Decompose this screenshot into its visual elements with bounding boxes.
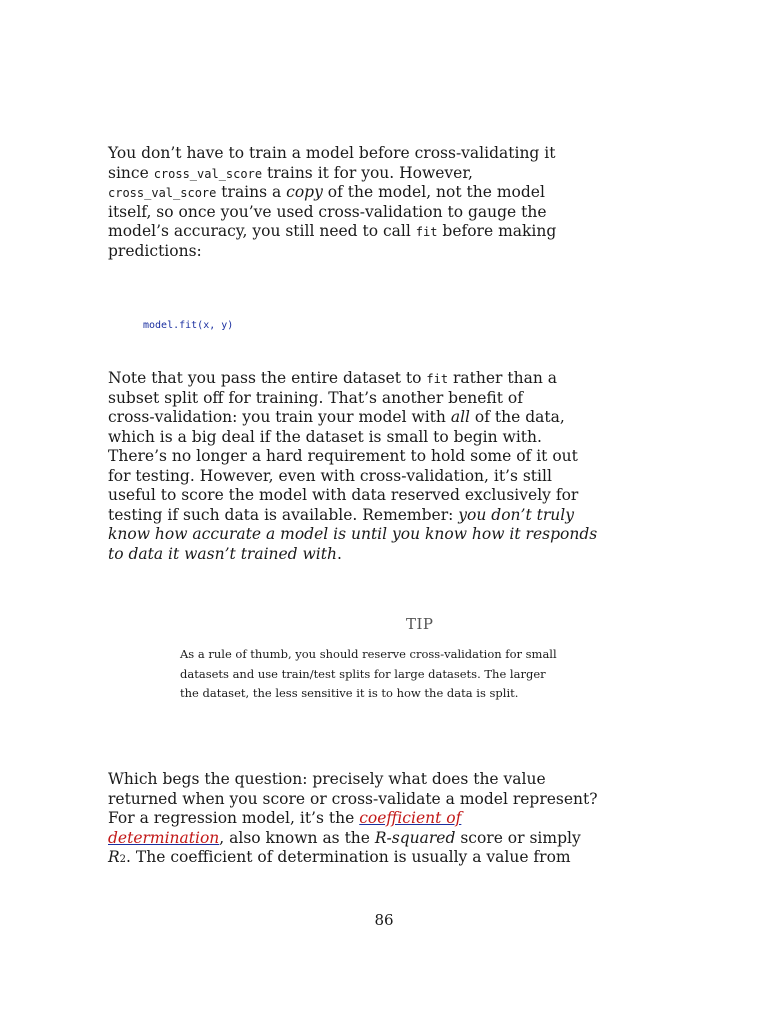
inline-code-cross-val-score: cross_val_score — [108, 186, 217, 200]
text-line: predictions: — [108, 241, 202, 260]
text-line — [108, 222, 668, 242]
text-line: You don’t have to train a model before cross-validating it — [108, 144, 556, 162]
inline-code-fit: fit — [426, 372, 449, 386]
tip-line: As a rule of thumb, you should reserve cross-validation for small — [180, 647, 557, 661]
code-block: model.fit(x, y) — [143, 320, 234, 331]
coefficient-of-determination-link[interactable]: coefficient of — [359, 809, 462, 827]
text-line: itself, so once you’ve used cross-validation to gauge the — [108, 202, 547, 221]
inline-code-cross-val-score: cross_val_score — [153, 166, 263, 181]
text-line — [108, 183, 668, 203]
text-line: There’s no longer a hard requirement to hold some of it out — [108, 447, 578, 465]
text-run: For a regression model, it’s the — [108, 809, 360, 827]
paragraph-entire-dataset — [108, 369, 668, 564]
text-run: Note that you pass the entire dataset to — [108, 369, 427, 387]
paragraph-cross-validation-intro — [108, 144, 668, 261]
text-line: subset split off for training. That’s another benefit of — [108, 388, 523, 407]
text-run: model’s accuracy, you still need to call — [108, 222, 416, 240]
text-line: returned when you score or cross-validate a model represent? — [108, 789, 598, 808]
emphasis-quote: you don’t truly — [458, 505, 574, 524]
text-line — [108, 545, 668, 565]
inline-code-fit: fit — [415, 225, 438, 239]
paragraph-coefficient-of-determination — [108, 770, 668, 868]
text-line — [108, 848, 668, 868]
text-line — [108, 369, 668, 389]
text-run: rather than a — [448, 369, 557, 387]
emphasis-quote: know how accurate a model is until you know how it responds — [108, 525, 598, 543]
text-run: , also known as the — [219, 828, 375, 847]
tip-line: the dataset, the less sensitive it is to how the data is split. — [180, 686, 519, 701]
text-run: of the data, — [469, 408, 565, 426]
text-run: of the model, not the model — [322, 183, 545, 201]
text-run: . The coefficient of determination is usually a value from — [126, 848, 571, 866]
page-number: 86 — [374, 911, 394, 929]
superscript-2: 2 — [119, 854, 127, 865]
text-run: trains a — [216, 183, 287, 201]
text-run: score or simply — [455, 828, 581, 847]
emphasis-r-squared: R-squared — [374, 828, 456, 847]
emphasis-r: R — [108, 848, 120, 866]
text-line — [108, 809, 668, 829]
text-line: for testing. However, even with cross-validation, it’s still — [108, 466, 552, 485]
coefficient-of-determination-link[interactable]: determination — [108, 828, 220, 847]
text-line: which is a big deal if the dataset is small to begin with. — [108, 427, 542, 446]
emphasis-quote: to data it wasn’t trained with — [108, 544, 337, 563]
text-run: before making — [437, 222, 557, 240]
tip-body — [180, 645, 660, 704]
text-line — [108, 506, 668, 526]
text-line — [108, 164, 668, 184]
text-line: Which begs the question: precisely what does the value — [108, 770, 546, 788]
emphasis-copy: copy — [286, 183, 323, 201]
tip-heading: TIP — [406, 615, 434, 633]
text-line: useful to score the model with data reserved exclusively for — [108, 486, 579, 504]
emphasis-all: all — [450, 408, 470, 426]
text-line — [108, 829, 668, 849]
tip-line: datasets and use train/test splits for large datasets. The larger — [180, 666, 546, 681]
text-run: since — [108, 163, 154, 182]
text-run: . — [336, 544, 342, 563]
text-run: testing if such data is available. Remember: — [108, 505, 459, 524]
text-line — [108, 408, 668, 428]
text-run: cross-validation: you train your model with — [108, 408, 451, 426]
text-run: trains it for you. However, — [262, 163, 473, 182]
